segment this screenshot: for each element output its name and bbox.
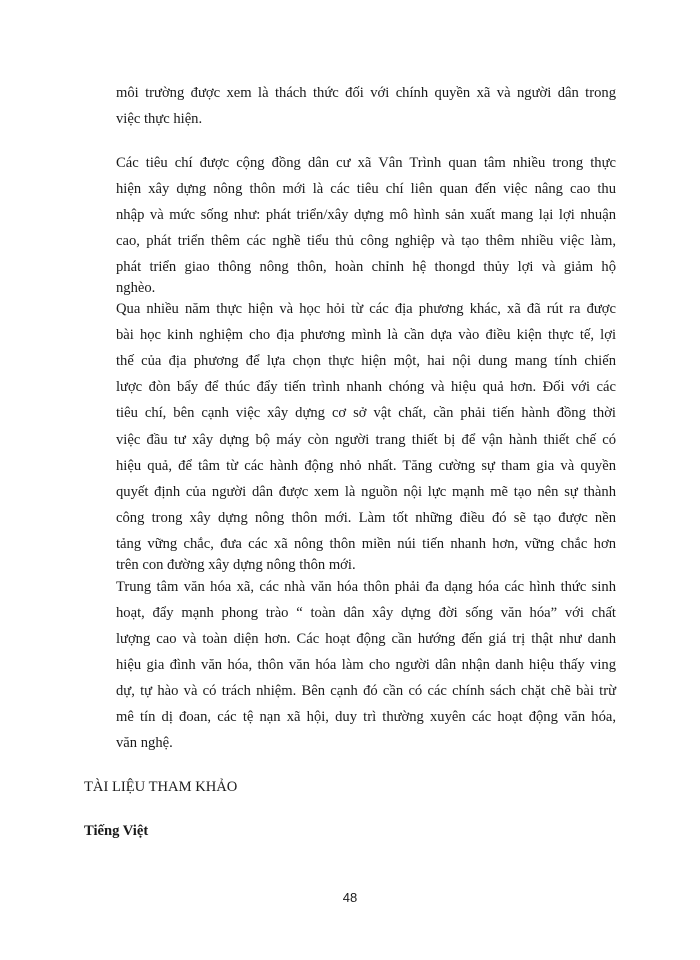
paragraph-2-line-5: phát triển giao thông nông thôn, hoàn chỉnh hệ thongd thủy lợi và giảm hộ — [116, 259, 616, 275]
section-subheading: Tiếng Việt — [84, 823, 149, 839]
paragraph-4-line-4: hiệu gia đình văn hóa, thôn văn hóa làm cho người dân nhận danh hiệu thấy ving — [116, 657, 616, 673]
paragraph-2-line-2: hiện xây dựng nông thôn mới là các tiêu chí liên quan đến việc nâng cao thu — [116, 181, 616, 197]
paragraph-3-line-2: bài học kinh nghiệm cho địa phương mình là cần dựa vào điều kiện thực tế, lợi — [116, 327, 616, 343]
paragraph-3-line-7: hiệu quả, để tâm từ các hành động nhỏ nhất. Tăng cường sự tham gia và quyền — [116, 458, 616, 474]
paragraph-4-line-5: dự, tự hào và có trách nhiệm. Bên cạnh đó cần có các chính sách chặt chẽ bài trừ — [116, 683, 616, 699]
paragraph-3-line-1: Qua nhiều năm thực hiện và học hỏi từ các địa phương khác, xã đã rút ra được — [116, 301, 616, 317]
paragraph-2-line-1: Các tiêu chí được cộng đồng dân cư xã Vân Trình quan tâm nhiều trong thực — [116, 155, 616, 171]
paragraph-4-line-1: Trung tâm văn hóa xã, các nhà văn hóa thôn phải đa dạng hóa các hình thức sinh — [116, 579, 616, 595]
paragraph-1-line-2: việc thực hiện. — [116, 111, 203, 127]
paragraph-3-line-8: quyết định của người dân được xem là nguồn nội lực mạnh mẽ tạo nên sự thành — [116, 484, 616, 500]
paragraph-3-line-3: thế của địa phương để lựa chọn thực hiện một, hai nội dung mang tính chiến — [116, 353, 616, 369]
paragraph-4-line-7: văn nghệ. — [116, 735, 173, 751]
paragraph-4-line-6: mê tín dị đoan, các tệ nạn xã hội, duy trì thường xuyên các hoạt động văn hóa, — [116, 709, 616, 725]
paragraph-4-line-3: lượng cao và toàn diện hơn. Các hoạt động cần hướng đến giá trị thật như danh — [116, 631, 616, 647]
paragraph-2-line-4: cao, phát triển thêm các nghề tiểu thủ công nghiệp và tạo thêm nhiều việc làm, — [116, 233, 616, 249]
paragraph-3-line-10: tảng vững chắc, đưa các xã nông thôn miền núi tiến nhanh hơn, vững chắc hơn — [116, 536, 616, 552]
paragraph-3-line-9: công trong xây dựng nông thôn mới. Làm tốt những điều đó sẽ tạo được nền — [116, 510, 616, 526]
paragraph-3-line-5: tiêu chí, bên cạnh việc xây dựng cơ sở vật chất, cần phải tiến hành đồng thời — [116, 405, 616, 421]
paragraph-4-line-2: hoạt, đẩy mạnh phong trào “ toàn dân xây dựng đời sống văn hóa” với chất — [116, 605, 616, 621]
paragraph-1-line-1: môi trường được xem là thách thức đối với chính quyền xã và người dân trong — [116, 85, 616, 101]
paragraph-3-line-11: trên con đường xây dựng nông thôn mới. — [116, 557, 356, 573]
paragraph-3-line-4: lược đòn bẩy để thúc đẩy tiến trình nhanh chóng và hiệu quả hơn. Đối với các — [116, 379, 616, 395]
paragraph-2-line-3: nhập và mức sống như: phát triển/xây dựng mô hình sản xuất mang lại lợi nhuận — [116, 207, 616, 223]
page-number: 48 — [342, 890, 358, 905]
references-heading: TÀI LIỆU THAM KHẢO — [84, 779, 238, 795]
paragraph-2-line-6: nghèo. — [116, 280, 156, 296]
paragraph-3-line-6: việc đầu tư xây dựng bộ máy còn người trang thiết bị để vận hành thiết chế có — [116, 432, 616, 448]
